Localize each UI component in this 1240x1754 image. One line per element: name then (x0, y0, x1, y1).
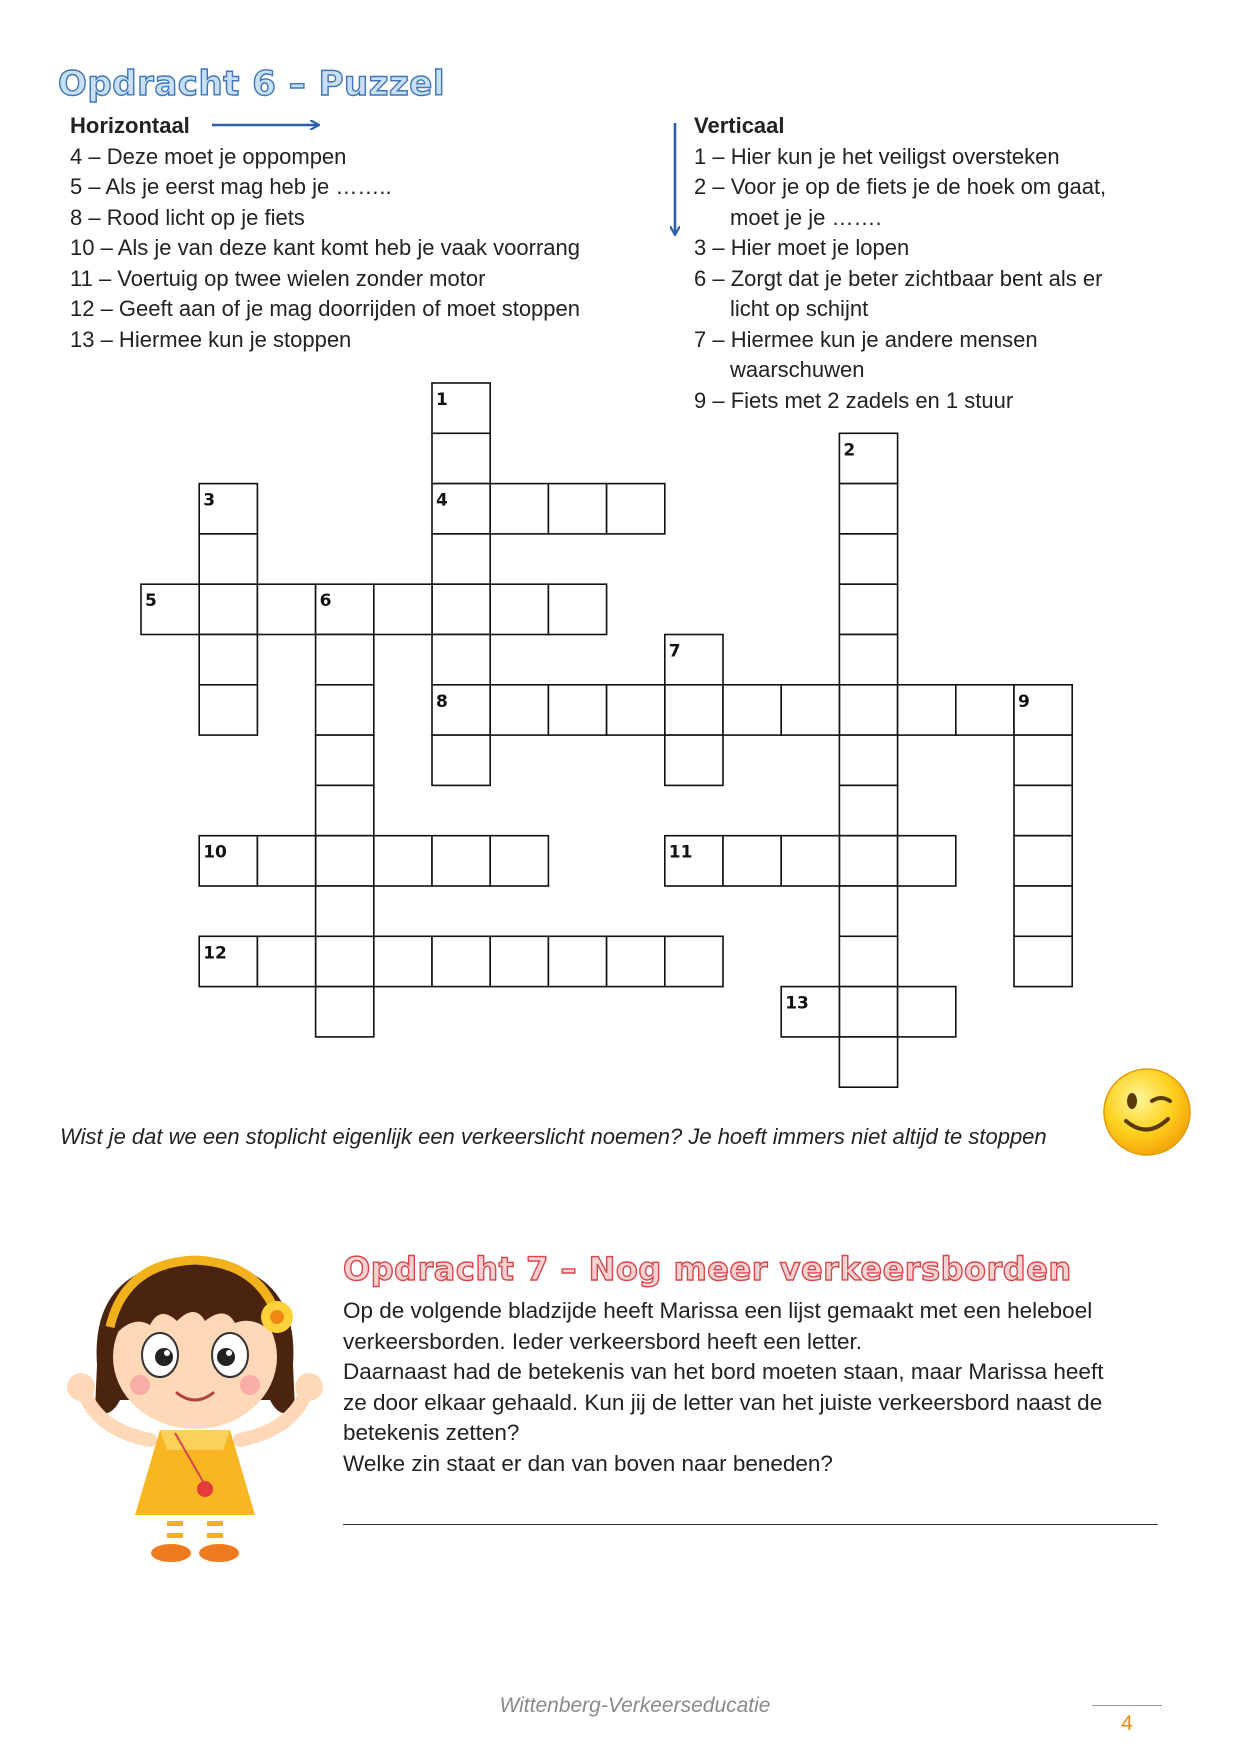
crossword-cell[interactable] (781, 836, 839, 886)
crossword-cell[interactable] (316, 886, 374, 936)
crossword-cell[interactable] (316, 635, 374, 685)
crossword-cell[interactable] (839, 735, 897, 785)
instruction-line: Welke zin staat er dan van boven naar beneden? (343, 1450, 833, 1476)
crossword-number-13: 13 (785, 993, 809, 1014)
crossword-number-3: 3 (203, 490, 216, 511)
crossword-cell[interactable] (432, 635, 490, 685)
crossword-number-1: 1 (436, 390, 448, 410)
crossword-cell[interactable] (1014, 836, 1072, 886)
clue-5-across: 5 – Als je eerst mag heb je …….. (70, 174, 392, 199)
clue-9-down: 9 – Fiets met 2 zadels en 1 stuur (694, 387, 1014, 413)
crossword-cell[interactable] (316, 685, 374, 735)
crossword-cell[interactable] (490, 936, 548, 986)
crossword-cell[interactable] (490, 484, 548, 534)
crossword-cell[interactable] (723, 836, 781, 886)
section-7-instructions (343, 1296, 1133, 1479)
crossword-number-7: 7 (668, 641, 681, 662)
crossword-cell[interactable] (374, 584, 432, 634)
crossword-cell[interactable] (199, 534, 257, 584)
crossword-cell[interactable] (432, 584, 490, 634)
crossword-number-2: 2 (843, 440, 856, 461)
crossword-cell[interactable] (374, 936, 432, 986)
crossword-cell[interactable] (607, 484, 665, 534)
crossword-cell[interactable] (490, 584, 548, 634)
clue-11-across: 11 – Voertuig op twee wielen zonder motor (70, 265, 486, 291)
crossword-cell[interactable] (665, 735, 723, 785)
clue-6-down: 6 – Zorgt dat je beter zichtbaar bent als er licht op schijnt (694, 264, 1106, 325)
crossword-cell[interactable] (898, 836, 956, 886)
crossword-cell[interactable] (548, 484, 606, 534)
crossword-cell[interactable] (839, 534, 897, 584)
crossword-cell[interactable] (898, 987, 956, 1037)
clue-6-down-continuation: licht op schijnt (730, 296, 869, 321)
instruction-line: Op de volgende bladzijde heeft Marissa een lijst gemaakt met een heleboel (343, 1298, 1093, 1323)
clue-12-across: 12 – Geeft aan of je mag doorrijden of moet stoppen (70, 296, 580, 321)
crossword-cell[interactable] (548, 936, 606, 986)
horizontal-heading: Horizontaal (70, 113, 190, 138)
crossword-cell[interactable] (199, 685, 257, 735)
crossword-cell[interactable] (316, 987, 374, 1037)
clue-1-down: 1 – Hier kun je het veiligst oversteken (694, 143, 1060, 169)
crossword-cell[interactable] (257, 836, 315, 886)
crossword-cell[interactable] (199, 584, 257, 634)
crossword-cell[interactable] (1014, 886, 1072, 936)
crossword-cell[interactable] (257, 584, 315, 634)
crossword-number-6: 6 (319, 591, 332, 612)
crossword-cell[interactable] (257, 936, 315, 986)
crossword-cell[interactable] (432, 936, 490, 986)
crossword-cell[interactable] (665, 936, 723, 986)
crossword-cell[interactable] (316, 785, 374, 835)
crossword-cell[interactable] (432, 836, 490, 886)
clue-2-down: 2 – Voor je op de fiets je de hoek om gaat, moet je je ……. (694, 172, 1106, 233)
clue-3-down: 3 – Hier moet je lopen (694, 235, 910, 260)
crossword-number-10: 10 (203, 842, 227, 863)
crossword-cell[interactable] (839, 936, 897, 986)
crossword-number-9: 9 (1018, 691, 1030, 712)
girl-illustration (55, 1235, 335, 1565)
clue-13-across: 13 – Hiermee kun je stoppen (70, 326, 352, 352)
clue-2-down-continuation: moet je je ……. (730, 204, 882, 230)
footer-publisher: Wittenberg-Verkeerseducatie (499, 1694, 771, 1717)
clue-7-down-continuation: waarschuwen (730, 357, 865, 382)
crossword-cell[interactable] (956, 685, 1014, 735)
crossword-number-8: 8 (436, 691, 448, 712)
crossword-cell[interactable] (665, 685, 723, 735)
crossword-cell[interactable] (839, 685, 897, 735)
clue-7-down: 7 – Hiermee kun je andere mensen waarschuwen (694, 325, 1106, 386)
crossword-cell[interactable] (839, 635, 897, 685)
crossword-cell[interactable] (839, 584, 897, 634)
winking-smiley-icon (1100, 1065, 1194, 1159)
crossword-number-12: 12 (203, 943, 227, 964)
section-7-title: Opdracht 7 – Nog meer verkeersborden (343, 1250, 1072, 1288)
section-6-title: Opdracht 6 – Puzzel (58, 64, 445, 104)
crossword-cell[interactable] (199, 635, 257, 685)
crossword-cell[interactable] (1014, 785, 1072, 835)
crossword-cell[interactable] (548, 584, 606, 634)
crossword-cell[interactable] (898, 685, 956, 735)
crossword-cell[interactable] (374, 836, 432, 886)
crossword-cell[interactable] (432, 735, 490, 785)
crossword-cell[interactable] (723, 685, 781, 735)
crossword-cell[interactable] (490, 685, 548, 735)
instruction-line: verkeersborden. Ieder verkeersbord heeft een letter. (343, 1328, 863, 1354)
crossword-cell[interactable] (1014, 735, 1072, 785)
page-number: 4 (1121, 1712, 1133, 1735)
crossword-cell[interactable] (839, 886, 897, 936)
crossword-cell[interactable] (781, 685, 839, 735)
crossword-number-4: 4 (436, 490, 448, 511)
crossword-cell[interactable] (316, 836, 374, 886)
footer-divider (1092, 1705, 1162, 1706)
answer-line[interactable] (343, 1524, 1158, 1525)
crossword-cell[interactable] (839, 484, 897, 534)
crossword-cell[interactable] (316, 936, 374, 986)
crossword-cell[interactable] (607, 936, 665, 986)
crossword-cell[interactable] (839, 785, 897, 835)
fun-fact: Wist je dat we een stoplicht eigenlijk een verkeerslicht noemen? Je hoeft immers niet altijd te stoppen (60, 1124, 1047, 1149)
crossword-cell[interactable] (1014, 936, 1072, 986)
crossword-cell[interactable] (839, 987, 897, 1037)
crossword-cell[interactable] (432, 433, 490, 483)
crossword-number-11: 11 (668, 842, 693, 863)
clue-8-across: 8 – Rood licht op je fiets (70, 204, 305, 230)
vertical-heading: Verticaal (694, 113, 785, 138)
crossword-cell[interactable] (607, 685, 665, 735)
clue-10-across: 10 – Als je van deze kant komt heb je vaak voorrang (70, 235, 580, 260)
crossword-cell[interactable] (839, 836, 897, 886)
crossword-number-5: 5 (145, 591, 157, 612)
instruction-line: ze door elkaar gehaald. Kun jij de letter van het juiste verkeersbord naast de (343, 1389, 1103, 1415)
crossword-cell[interactable] (839, 1037, 897, 1087)
crossword-cell[interactable] (432, 534, 490, 584)
instruction-line: betekenis zetten? (343, 1420, 520, 1445)
clue-4-across: 4 – Deze moet je oppompen (70, 143, 347, 169)
crossword-cell[interactable] (490, 836, 548, 886)
crossword-cell[interactable] (548, 685, 606, 735)
instruction-line: Daarnaast had de betekenis van het bord moeten staan, maar Marissa heeft (343, 1359, 1104, 1384)
crossword-cell[interactable] (316, 735, 374, 785)
